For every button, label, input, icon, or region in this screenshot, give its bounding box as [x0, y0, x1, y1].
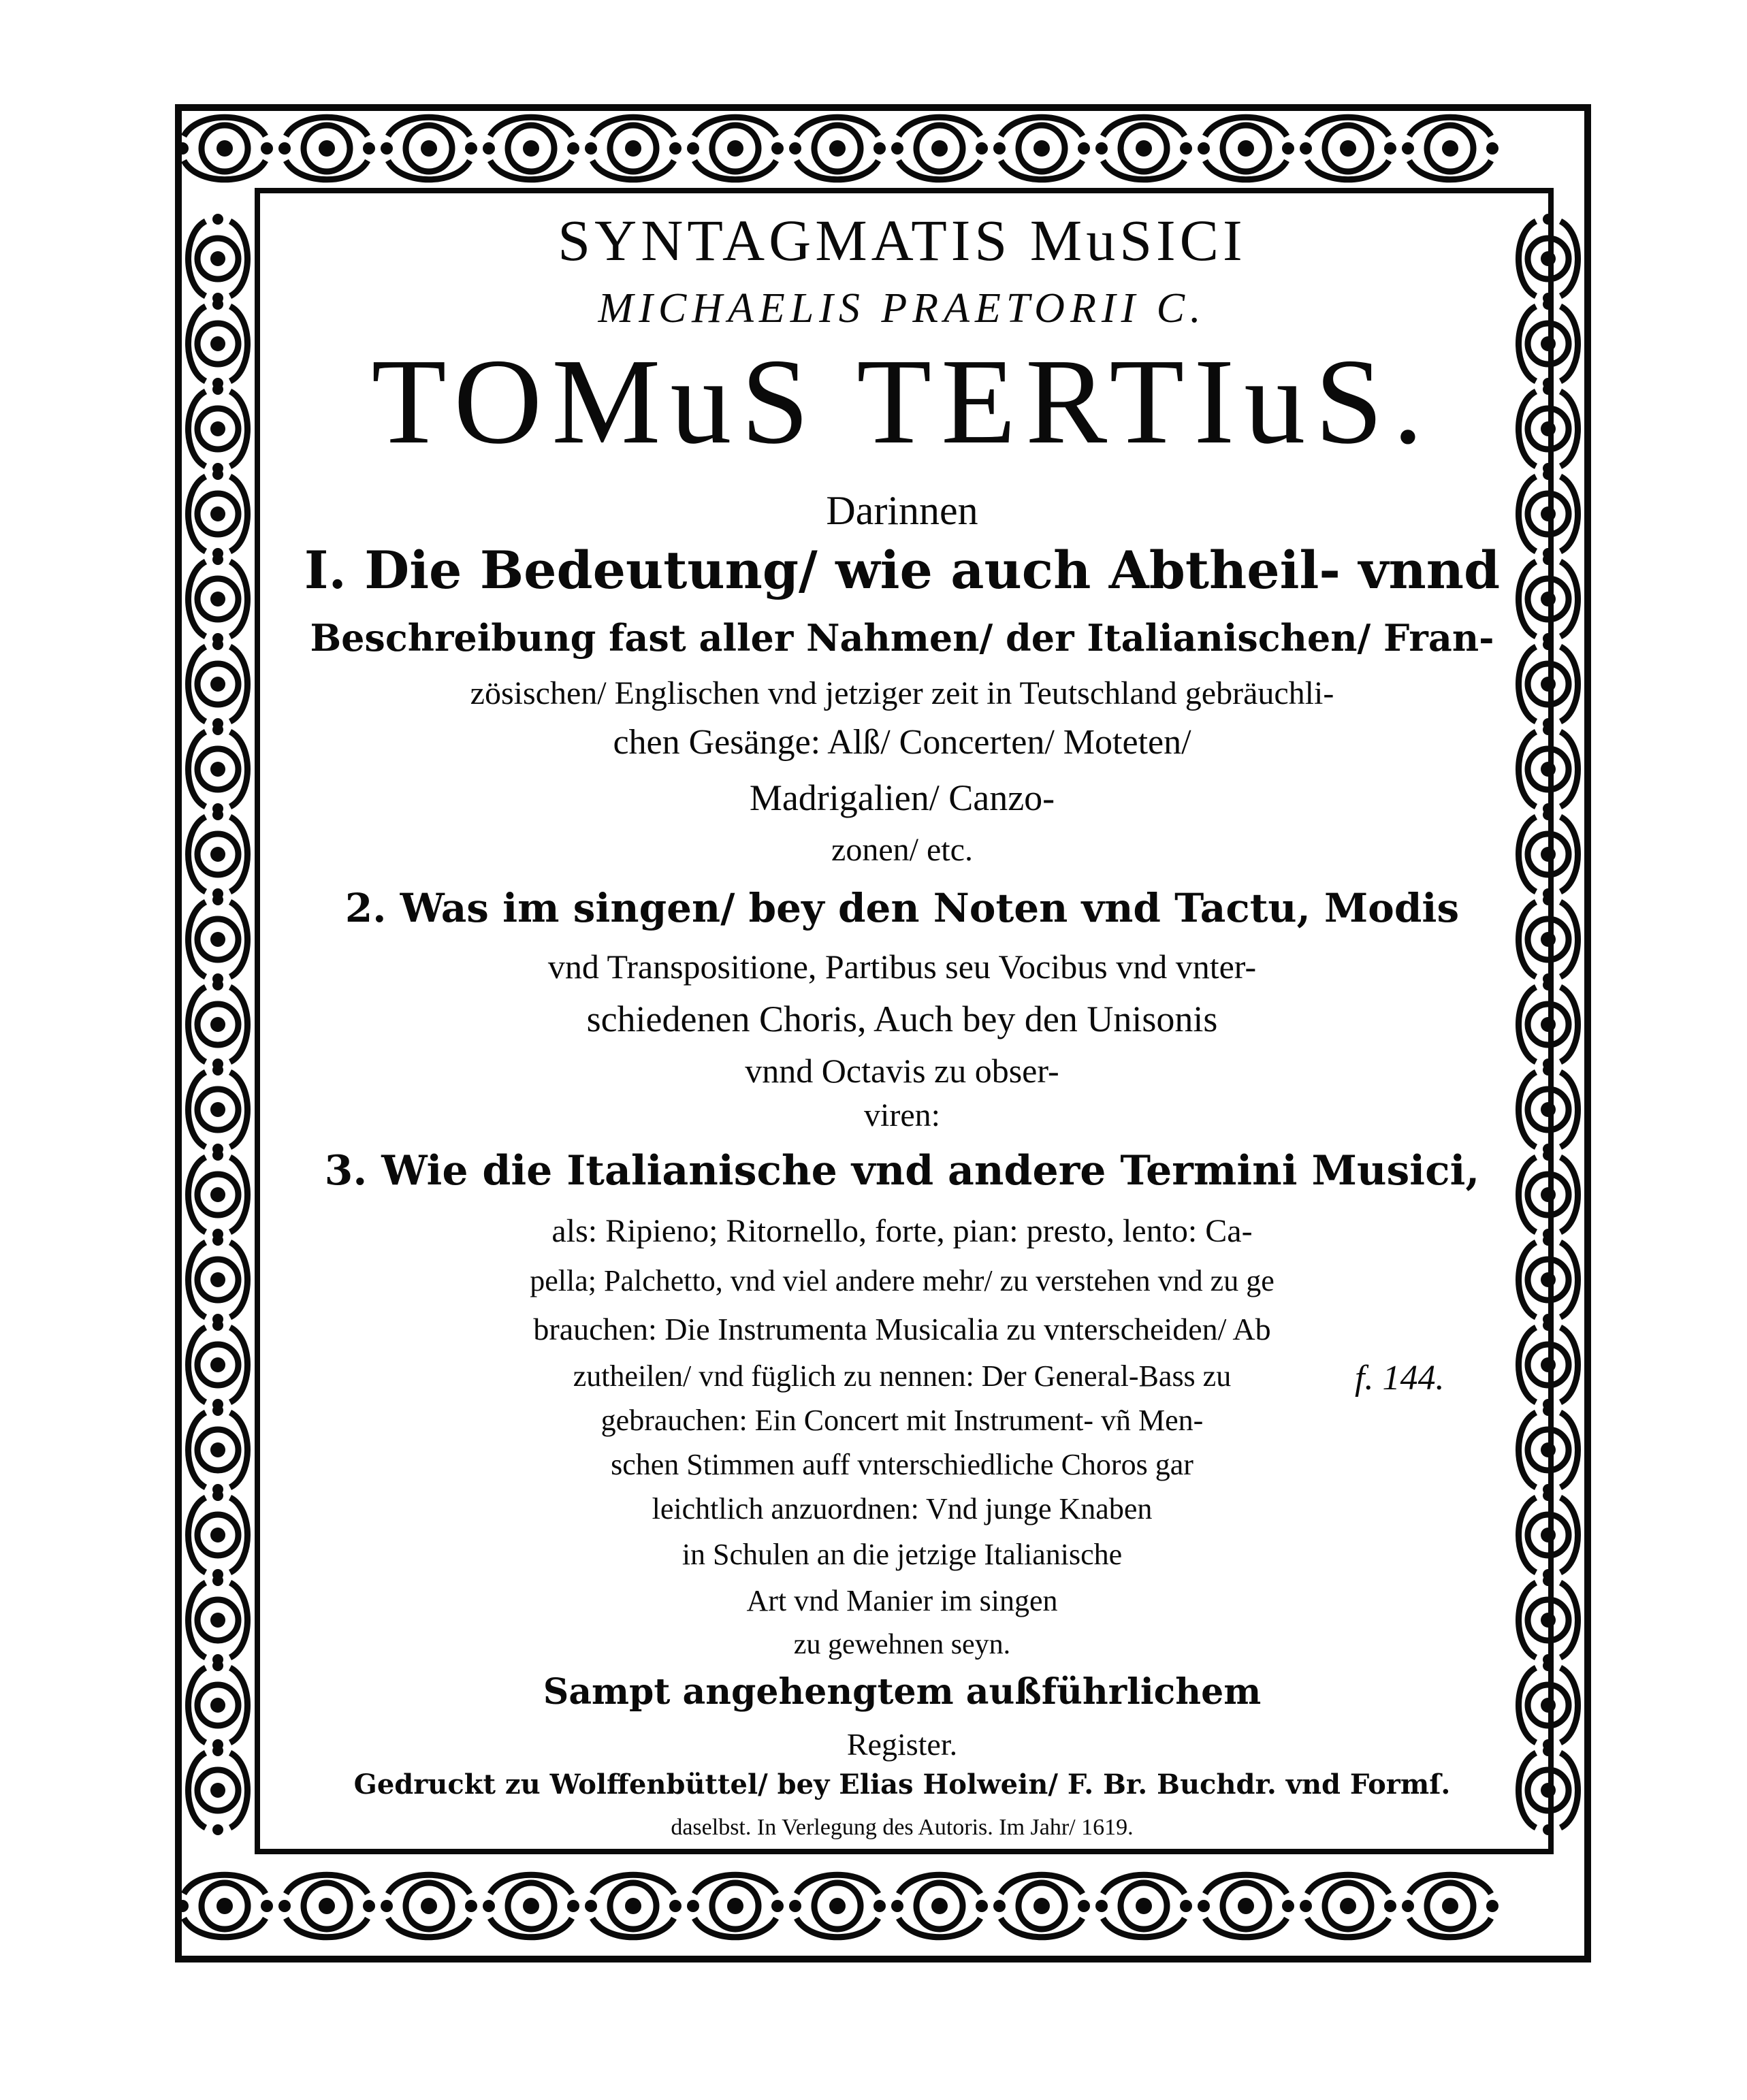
border-ornament-top: [1300, 117, 1396, 180]
border-ornament-left: [189, 1490, 248, 1580]
volume-title: TOMuS TERTIuS.: [371, 334, 1433, 469]
border-ornament-left: [189, 1065, 248, 1154]
border-ornament-left: [189, 214, 248, 304]
border-ornament-left: [189, 980, 248, 1069]
content-line-23: Sampt angehengtem außführlichem: [543, 1671, 1262, 1713]
content-line-12: 3. Wie die Italianische vnd andere Termini Musici,: [324, 1147, 1480, 1195]
content-line-3: zösischen/ Englischen vnd jetziger zeit in Teutschland gebräuchli-: [470, 675, 1334, 711]
border-ornament-bottom: [176, 1875, 273, 1937]
border-ornament-bottom: [1300, 1875, 1396, 1937]
content-line-24: Register.: [846, 1727, 958, 1762]
border-ornament-top: [1402, 117, 1498, 180]
content-line-2: Beschreibung fast aller Nahmen/ der Italianischen/ Fran-: [310, 616, 1494, 660]
border-ornament-left: [189, 469, 248, 559]
border-ornament-left: [189, 724, 248, 814]
border-ornament-bottom: [1198, 1875, 1294, 1937]
border-ornament-bottom: [1095, 1875, 1192, 1937]
border-ornament-bottom: [585, 1875, 682, 1937]
content-line-7: 2. Was im singen/ bey den Noten vnd Tactu, Modis: [344, 885, 1460, 931]
content-line-4: chen Gesänge: Alß/ Concerten/ Moteten/: [613, 723, 1191, 762]
border-ornament-top: [1095, 117, 1192, 180]
border-ornament-left: [189, 1150, 248, 1240]
content-line-22: zu gewehnen seyn.: [793, 1629, 1011, 1660]
border-ornament-bottom: [687, 1875, 784, 1937]
border-ornament-bottom: [891, 1875, 988, 1937]
content-line-18: schen Stimmen auff vnterschiedliche Choros gar: [611, 1448, 1193, 1481]
content-line-16: zutheilen/ vnd füglich zu nennen: Der General-Bass zu: [573, 1359, 1232, 1393]
border-ornament-top: [585, 117, 682, 180]
content-line-1: I. Die Bedeutung/ wie auch Abtheil- vnnd: [304, 540, 1501, 600]
border-ornament-top: [278, 117, 375, 180]
border-ornament-bottom: [381, 1875, 477, 1937]
border-ornament-left: [189, 384, 248, 474]
border-ornament-left: [189, 554, 248, 644]
content-line-15: brauchen: Die Instrumenta Musicalia zu vnterscheiden/ Ab: [533, 1312, 1271, 1346]
content-line-17: gebrauchen: Ein Concert mit Instrument- vñ Men-: [600, 1404, 1204, 1437]
border-ornament-bottom: [1402, 1875, 1498, 1937]
border-ornament-top: [789, 117, 886, 180]
border-ornament-bottom: [993, 1875, 1090, 1937]
content-line-10: vnnd Octavis zu obser-: [745, 1052, 1059, 1090]
border-ornament-top: [1198, 117, 1294, 180]
imprint-line-2: daselbst. In Verlegung des Autoris. Im Jahr/ 1619.: [671, 1815, 1134, 1840]
content-line-9: schiedenen Choris, Auch bey den Unisonis: [586, 999, 1218, 1039]
content-line-20: in Schulen an die jetzige Italianische: [682, 1538, 1123, 1571]
content-line-14: pella; Palchetto, vnd viel andere mehr/ zu verstehen vnd zu ge: [530, 1264, 1275, 1297]
border-ornament-left: [189, 894, 248, 984]
content-line-19: leichtlich anzuordnen: Vnd junge Knaben: [652, 1492, 1153, 1525]
border-ornament-top: [381, 117, 477, 180]
border-ornament-top: [993, 117, 1090, 180]
section-intro: Darinnen: [826, 488, 978, 533]
border-ornament-bottom: [278, 1875, 375, 1937]
border-ornament-top: [176, 117, 273, 180]
border-ornament-left: [189, 1745, 248, 1835]
border-ornament-left: [189, 1320, 248, 1410]
handwritten-folio-note: f. 144.: [1355, 1359, 1445, 1398]
border-ornament-left: [189, 809, 248, 899]
content-line-6: zonen/ etc.: [831, 832, 973, 868]
author-name: MICHAELIS PRAETORII C.: [598, 285, 1206, 332]
book-series-title: SYNTAGMATIS MuSICI: [558, 208, 1247, 273]
border-ornament-bottom: [789, 1875, 886, 1937]
imprint-line: Gedruckt zu Wolffenbüttel/ bey Elias Holwein/ F. Br. Buchdr. vnd Formſ.: [353, 1768, 1451, 1800]
border-ornament-left: [189, 1405, 248, 1495]
border-ornament-top: [687, 117, 784, 180]
border-ornament-left: [189, 1575, 248, 1665]
border-ornament-top: [483, 117, 579, 180]
border-ornament-bottom: [483, 1875, 579, 1937]
content-line-11: viren:: [864, 1097, 940, 1133]
content-line-13: als: Ripieno; Ritornello, forte, pian: presto, lento: Ca-: [551, 1213, 1253, 1249]
border-ornament-left: [189, 639, 248, 729]
content-line-5: Madrigalien/ Canzo-: [749, 777, 1055, 818]
content-line-8: vnd Transpositione, Partibus seu Vocibus vnd vnter-: [547, 948, 1257, 986]
content-line-21: Art vnd Manier im singen: [746, 1584, 1058, 1617]
border-ornament-left: [189, 1660, 248, 1750]
border-ornament-left: [189, 1235, 248, 1325]
border-ornament-left: [189, 299, 248, 389]
border-ornament-top: [891, 117, 988, 180]
